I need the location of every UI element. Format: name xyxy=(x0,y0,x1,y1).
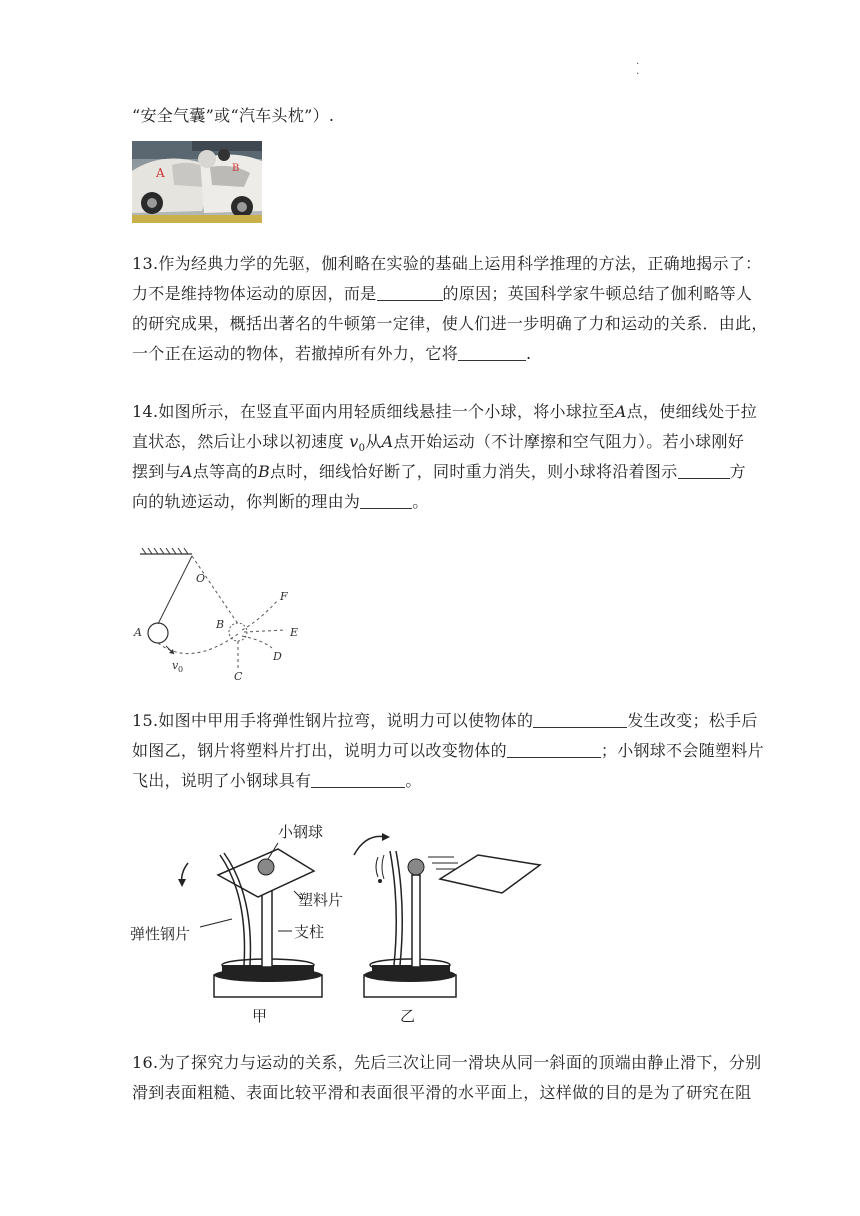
q14-line-3: 摆到与A点等高的B点时，细线恰好断了，同时重力消失，则小球将沿着图示 方 xyxy=(132,462,746,481)
q15-line-3: 飞出，说明了小钢球具有 。 xyxy=(132,771,422,790)
q14-line-1: 14.如图所示，在竖直平面内用轻质细线悬挂一个小球，将小球拉至A点，使细线处于拉 xyxy=(132,402,758,421)
svg-text:A: A xyxy=(156,166,165,180)
label-small-steel-ball: 小钢球 xyxy=(278,823,324,841)
answer-blank[interactable] xyxy=(311,771,405,788)
svg-text:A: A xyxy=(134,626,142,639)
svg-text:O: O xyxy=(196,572,206,585)
svg-text:F: F xyxy=(280,590,288,603)
label-post: 支柱 xyxy=(294,923,325,941)
q16-line-1: 16.为了探究力与运动的关系，先后三次让同一滑块从同一斜面的顶端由静止滑下，分别 xyxy=(132,1053,762,1072)
q13-line-2: 力不是维持物体运动的原因，而是 的原因；英国科学家牛顿总结了伽利略等人 xyxy=(132,284,753,303)
q12-tail xyxy=(132,101,802,131)
answer-blank[interactable] xyxy=(507,741,601,758)
answer-blank[interactable] xyxy=(458,344,526,361)
q15-line-2: 如图乙，钢片将塑料片打出，说明力可以改变物体的 ；小钢球不会随塑料片 xyxy=(132,741,764,760)
corner-dots: · · xyxy=(636,59,640,80)
label-yi: 乙 xyxy=(400,1007,416,1025)
answer-blank[interactable] xyxy=(377,284,443,301)
svg-text:E: E xyxy=(290,626,299,639)
svg-text:C: C xyxy=(234,670,243,683)
q14-line-4: 向的轨迹运动，你判断的理由为 。 xyxy=(132,492,429,511)
q15-line-1: 15.如图中甲用手将弹性钢片拉弯，说明力可以使物体的 发生改变；松手后 xyxy=(132,711,758,730)
label-elastic-steel: 弹性钢片 xyxy=(130,925,191,943)
q13-line-1: 13.作为经典力学的先驱，伽利略在实验的基础上运用科学推理的方法，正确地揭示了： xyxy=(132,254,762,273)
q13-line-4: 一个正在运动的物体，若撤掉所有外力，它将 . xyxy=(132,344,532,363)
question-13 xyxy=(132,249,802,369)
car-crash-photo xyxy=(132,141,262,223)
pendulum-figure xyxy=(130,548,320,688)
answer-blank[interactable] xyxy=(533,711,627,728)
svg-text:B: B xyxy=(232,163,240,174)
label-jia: 甲 xyxy=(252,1007,268,1025)
steel-strip-figure xyxy=(128,815,548,1025)
question-16 xyxy=(132,1048,802,1108)
q14-line-2: 直状态，然后让小球以初速度 $v_0$从A点开始运动（不计摩擦和空气阻力）。若小球刚好 xyxy=(132,432,745,455)
q13-line-3: 的研究成果，概括出著名的牛顿第一定律，使人们进一步明确了力和运动的关系．由此， xyxy=(132,314,768,333)
q16-line-2: 滑到表面粗糙、表面比较平滑和表面很平滑的水平面上，这样做的目的是为了研究在阻 xyxy=(132,1083,752,1102)
question-14 xyxy=(132,397,802,517)
svg-text:0: 0 xyxy=(178,665,184,674)
answer-blank[interactable] xyxy=(678,462,730,479)
q12-tail-line: “安全气囊”或“汽车头枕”）. xyxy=(132,106,335,125)
svg-text:v: v xyxy=(172,659,179,672)
svg-text:B: B xyxy=(216,618,225,631)
answer-blank[interactable] xyxy=(360,492,412,509)
label-plastic-sheet: 塑料片 xyxy=(298,891,344,909)
svg-text:D: D xyxy=(273,650,282,663)
question-15 xyxy=(132,706,802,796)
